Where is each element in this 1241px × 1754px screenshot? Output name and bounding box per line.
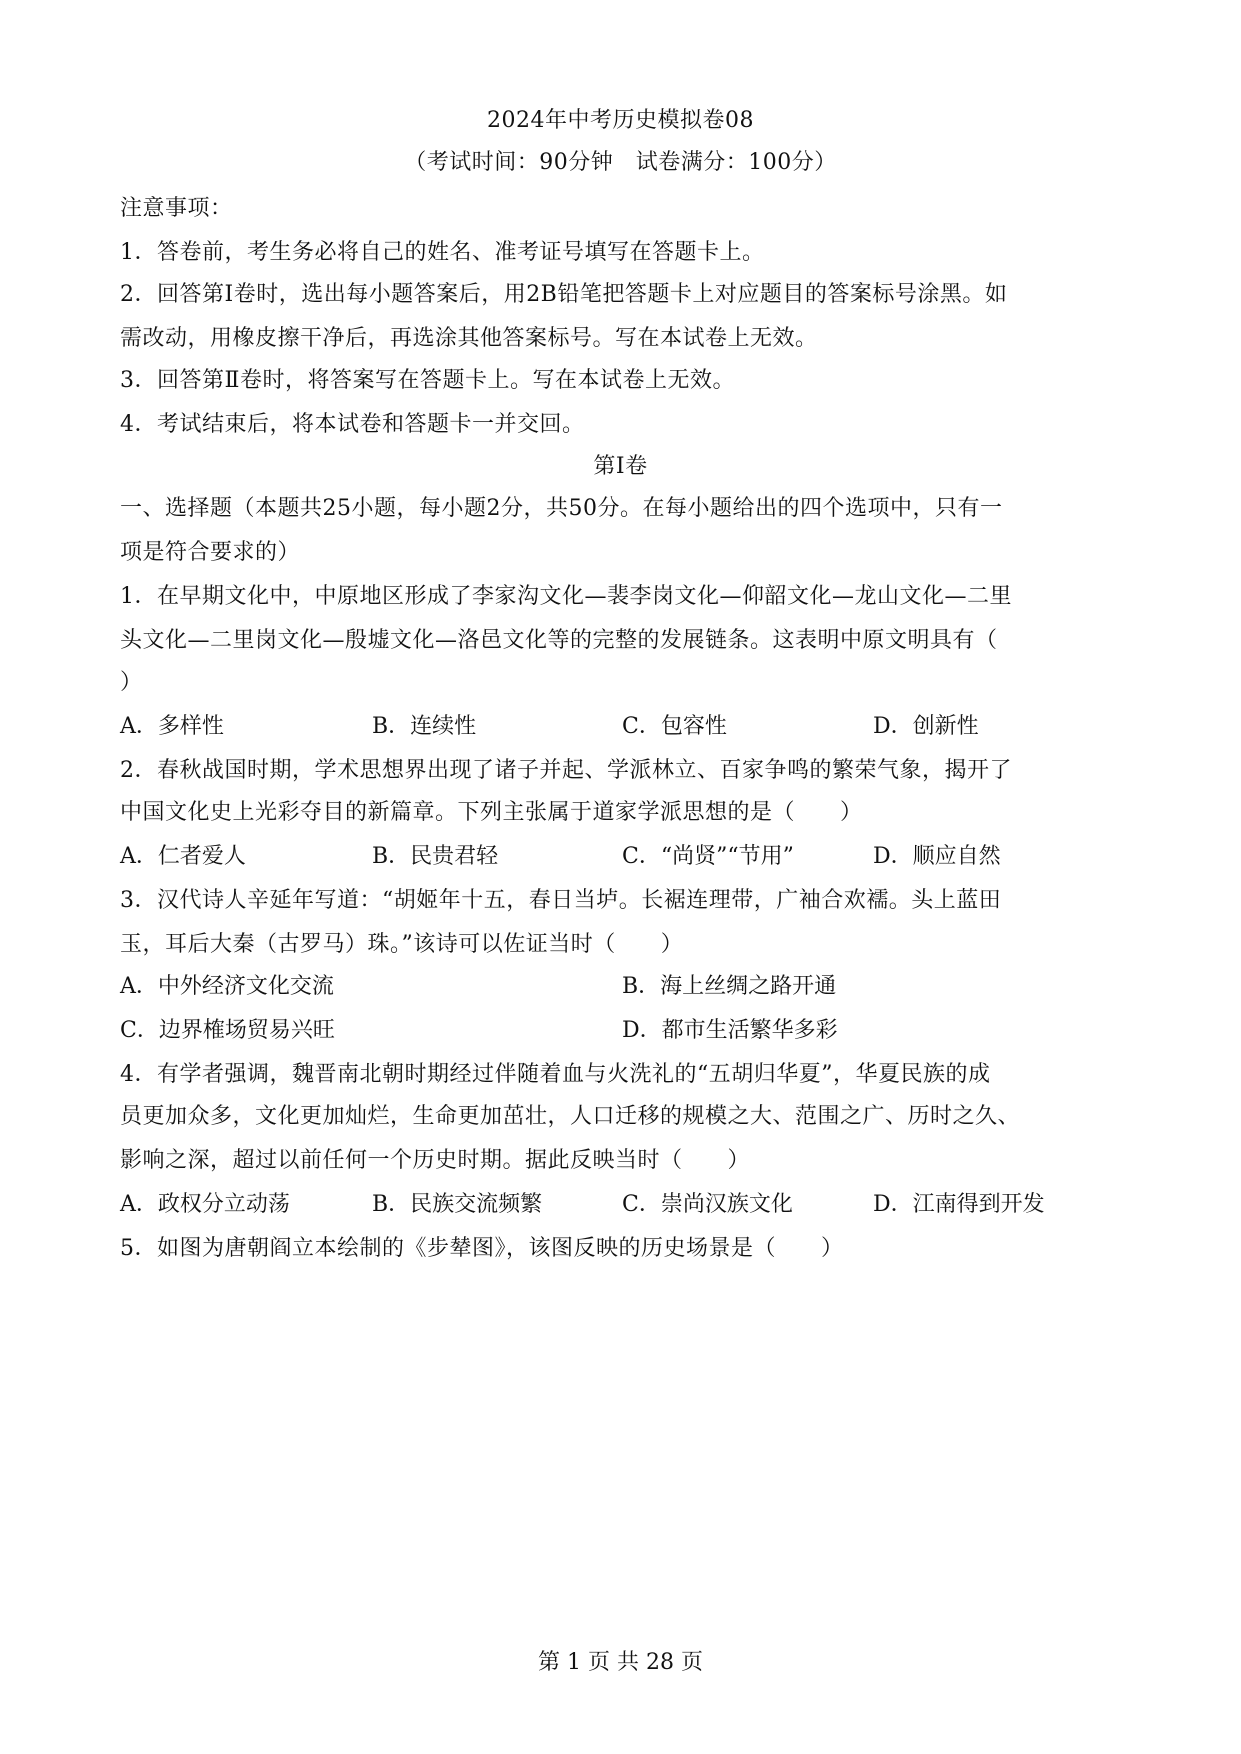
q4-stem-line-2: 员更加众多，文化更加灿烂，生命更加茁壮，人口迁移的规模之大、范围之广、历时之久、 — [120, 1104, 1021, 1129]
q1-stem-line-1: 1．在早期文化中，中原地区形成了李家沟文化—裴李岗文化—仰韶文化—龙山文化—二里 — [120, 584, 1012, 609]
note-item-2-line-1: 2．回答第Ⅰ卷时，选出每小题答案后，用2B铅笔把答题卡上对应题目的答案标号涂黑。如 — [120, 282, 1008, 307]
q4-stem-line-3: 影响之深，超过以前任何一个历史时期。据此反映当时（ ） — [120, 1148, 751, 1173]
note-item-4: 4．考试结束后，将本试卷和答题卡一并交回。 — [120, 412, 585, 437]
q2-stem-line-2: 中国文化史上光彩夺目的新篇章。下列主张属于道家学派思想的是（ ） — [120, 800, 863, 825]
q1-option-d: D．创新性 — [873, 714, 979, 739]
q1-option-b: B．连续性 — [372, 714, 477, 739]
page-footer: 第 1 页 共 28 页 — [538, 1650, 703, 1675]
q4-stem-line-1: 4．有学者强调，魏晋南北朝时期经过伴随着血与火洗礼的“五胡归华夏”，华夏民族的成 — [120, 1062, 991, 1087]
q3-option-c: C．边界榷场贸易兴旺 — [120, 1018, 335, 1043]
note-item-3: 3．回答第Ⅱ卷时，将答案写在答题卡上。写在本试卷上无效。 — [120, 368, 735, 393]
q3-option-b: B．海上丝绸之路开通 — [622, 974, 837, 999]
note-item-1: 1．答卷前，考生务必将自己的姓名、准考证号填写在答题卡上。 — [120, 240, 765, 265]
note-item-2-line-2: 需改动，用橡皮擦干净后，再选涂其他答案标号。写在本试卷上无效。 — [120, 326, 818, 351]
section-title: 第Ⅰ卷 — [593, 454, 648, 479]
q5-stem-line-1: 5．如图为唐朝阎立本绘制的《步辇图》，该图反映的历史场景是（ ） — [120, 1236, 844, 1261]
q3-stem-line-2: 玉，耳后大秦（古罗马）珠。”该诗可以佐证当时（ ） — [120, 932, 684, 957]
q1-stem-line-2: 头文化—二里岗文化—殷墟文化—洛邑文化等的完整的发展链条。这表明中原文明具有（ — [120, 628, 998, 653]
notes-heading: 注意事项： — [120, 196, 233, 221]
q3-stem-line-1: 3．汉代诗人辛延年写道：“胡姬年十五，春日当垆。长裾连理带，广袖合欢襦。头上蓝田 — [120, 888, 1002, 913]
section-intro-line-2: 项是符合要求的） — [120, 540, 301, 565]
q4-option-b: B．民族交流频繁 — [372, 1192, 543, 1217]
q4-option-a: A．政权分立动荡 — [120, 1192, 290, 1217]
q1-stem-line-3: ） — [120, 670, 143, 695]
q1-option-c: C．包容性 — [622, 714, 727, 739]
q4-option-d: D．江南得到开发 — [873, 1192, 1045, 1217]
q1-option-a: A．多样性 — [120, 714, 224, 739]
q2-option-d: D．顺应自然 — [873, 844, 1001, 869]
q3-option-a: A．中外经济文化交流 — [120, 974, 334, 999]
q2-option-b: B．民贵君轻 — [372, 844, 499, 869]
q2-option-a: A．仁者爱人 — [120, 844, 246, 869]
q3-option-d: D．都市生活繁华多彩 — [622, 1018, 838, 1043]
q2-stem-line-1: 2．春秋战国时期，学术思想界出现了诸子并起、学派林立、百家争鸣的繁荣气象，揭开了 — [120, 758, 1013, 783]
section-intro-line-1: 一、选择题（本题共25小题，每小题2分，共50分。在每小题给出的四个选项中，只有一 — [120, 496, 1003, 521]
exam-title: 2024年中考历史模拟卷08 — [487, 108, 754, 133]
q4-option-c: C．崇尚汉族文化 — [622, 1192, 793, 1217]
exam-subtitle: （考试时间：90分钟 试卷满分：100分） — [404, 150, 837, 175]
q2-option-c: C．“尚贤”“节用” — [622, 844, 794, 869]
